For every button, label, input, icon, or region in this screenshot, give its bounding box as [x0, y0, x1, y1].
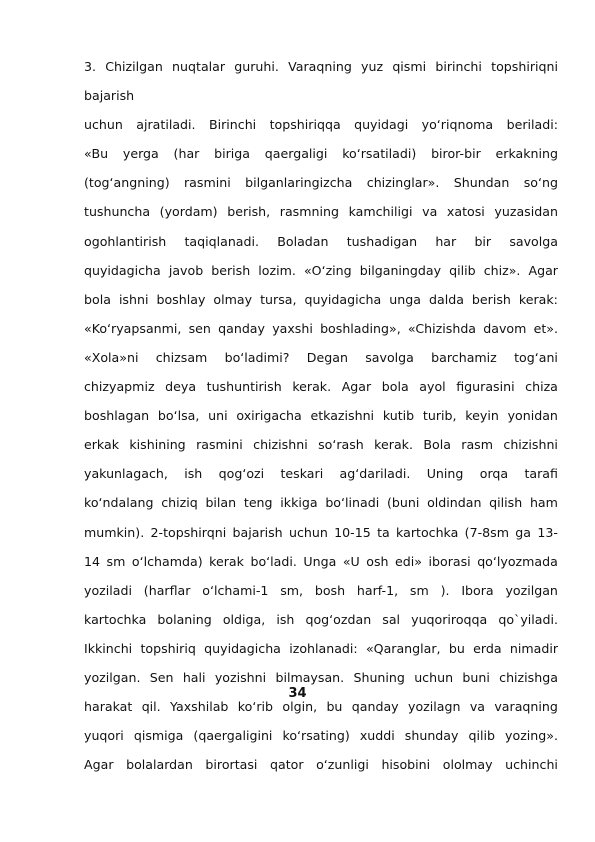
text-line: harakat qil. Yaxshilab ko‘rib olgin, bu qanday yozilagn va varaqning	[84, 699, 558, 715]
text-line: quyidagicha javob berish lozim. «O‘zing bilganingday qilib chiz». Agar	[84, 262, 558, 278]
text-line: «Xola»ni chizsam bo‘ladimi? Degan savolga barchamiz tog‘ani	[84, 349, 558, 365]
text-line: yoziladi (harflar o‘lchami-1 sm, bosh harf-1, sm ). Ibora yozilgan	[84, 582, 558, 598]
text-line: 14 sm o‘lchamda) kerak bo‘ladi. Unga «U osh edi» iborasi qo‘lyozmada	[84, 553, 558, 569]
text-line: yozilgan. Sen hali yozishni bilmaysan. Shuning uchun buni chizishga	[84, 669, 558, 685]
text-line: yakunlagach, ish qog‘ozi teskari ag‘dariladi. Uning orqa tarafi	[84, 466, 558, 482]
text-line: «Bu yerga (har biriga qaergaligi ko‘rsatiladi) biror-bir erkakning	[84, 146, 558, 162]
text-line: «Ko‘ryapsanmi, sen qanday yaxshi boshlading», «Chizishda davom et».	[84, 320, 558, 336]
text-line: erkak kishining rasmini chizishni so‘rash kerak. Bola rasm chizishni	[84, 437, 558, 453]
text-line: tushuncha (yordam) berish, rasmning kamchiligi va xatosi yuzasidan	[84, 204, 558, 220]
text-line: uchun ajratiladi. Birinchi topshiriqqa quyidagi yo‘riqnoma beriladi:	[84, 117, 558, 133]
text-line: ko‘ndalang chiziq bilan teng ikkiga bo‘linadi (buni oldindan qilish ham	[84, 495, 558, 511]
text-line: 3. Chizilgan nuqtalar guruhi. Varaqning yuz qismi birinchi topshiriqni	[84, 59, 558, 74]
text-line: ogohlantirish taqiqlanadi. Boladan tushadigan har bir savolga	[84, 233, 558, 249]
page-number: 34	[288, 686, 307, 701]
text-line: chizyapmiz deya tushuntirish kerak. Agar bola ayol figurasini chiza	[84, 379, 558, 395]
text-line: boshlagan bo‘lsa, uni oxirigacha etkazishni kutib turib, keyin yonidan	[84, 408, 558, 424]
text-line: mumkin). 2-topshirqni bajarish uchun 10-15 ta kartochka (7-8sm ga 13-	[84, 524, 558, 540]
text-line: kartochka bolaning oldiga, ish qog‘ozdan sal yuqoriroqqa qo`yiladi.	[84, 611, 558, 627]
text-line: bola ishni boshlay olmay tursa, quyidagicha unga dalda berish kerak:	[84, 291, 558, 307]
text-line: bajarish	[84, 88, 135, 104]
text-line: Agar bolalardan birortasi qator o‘zunligi hisobini ololmay uchinchi	[84, 757, 558, 773]
text-line: (tog‘angning) rasmini bilganlaringizcha chizinglar». Shundan so‘ng	[84, 175, 558, 191]
body-text	[84, 52, 558, 779]
text-line: yuqori qismiga (qaergaligini ko‘rsating) xuddi shunday qilib yozing».	[84, 728, 558, 744]
text-line: Ikkinchi topshiriq quyidagicha izohlanadi: «Qaranglar, bu erda nimadir	[84, 640, 558, 656]
